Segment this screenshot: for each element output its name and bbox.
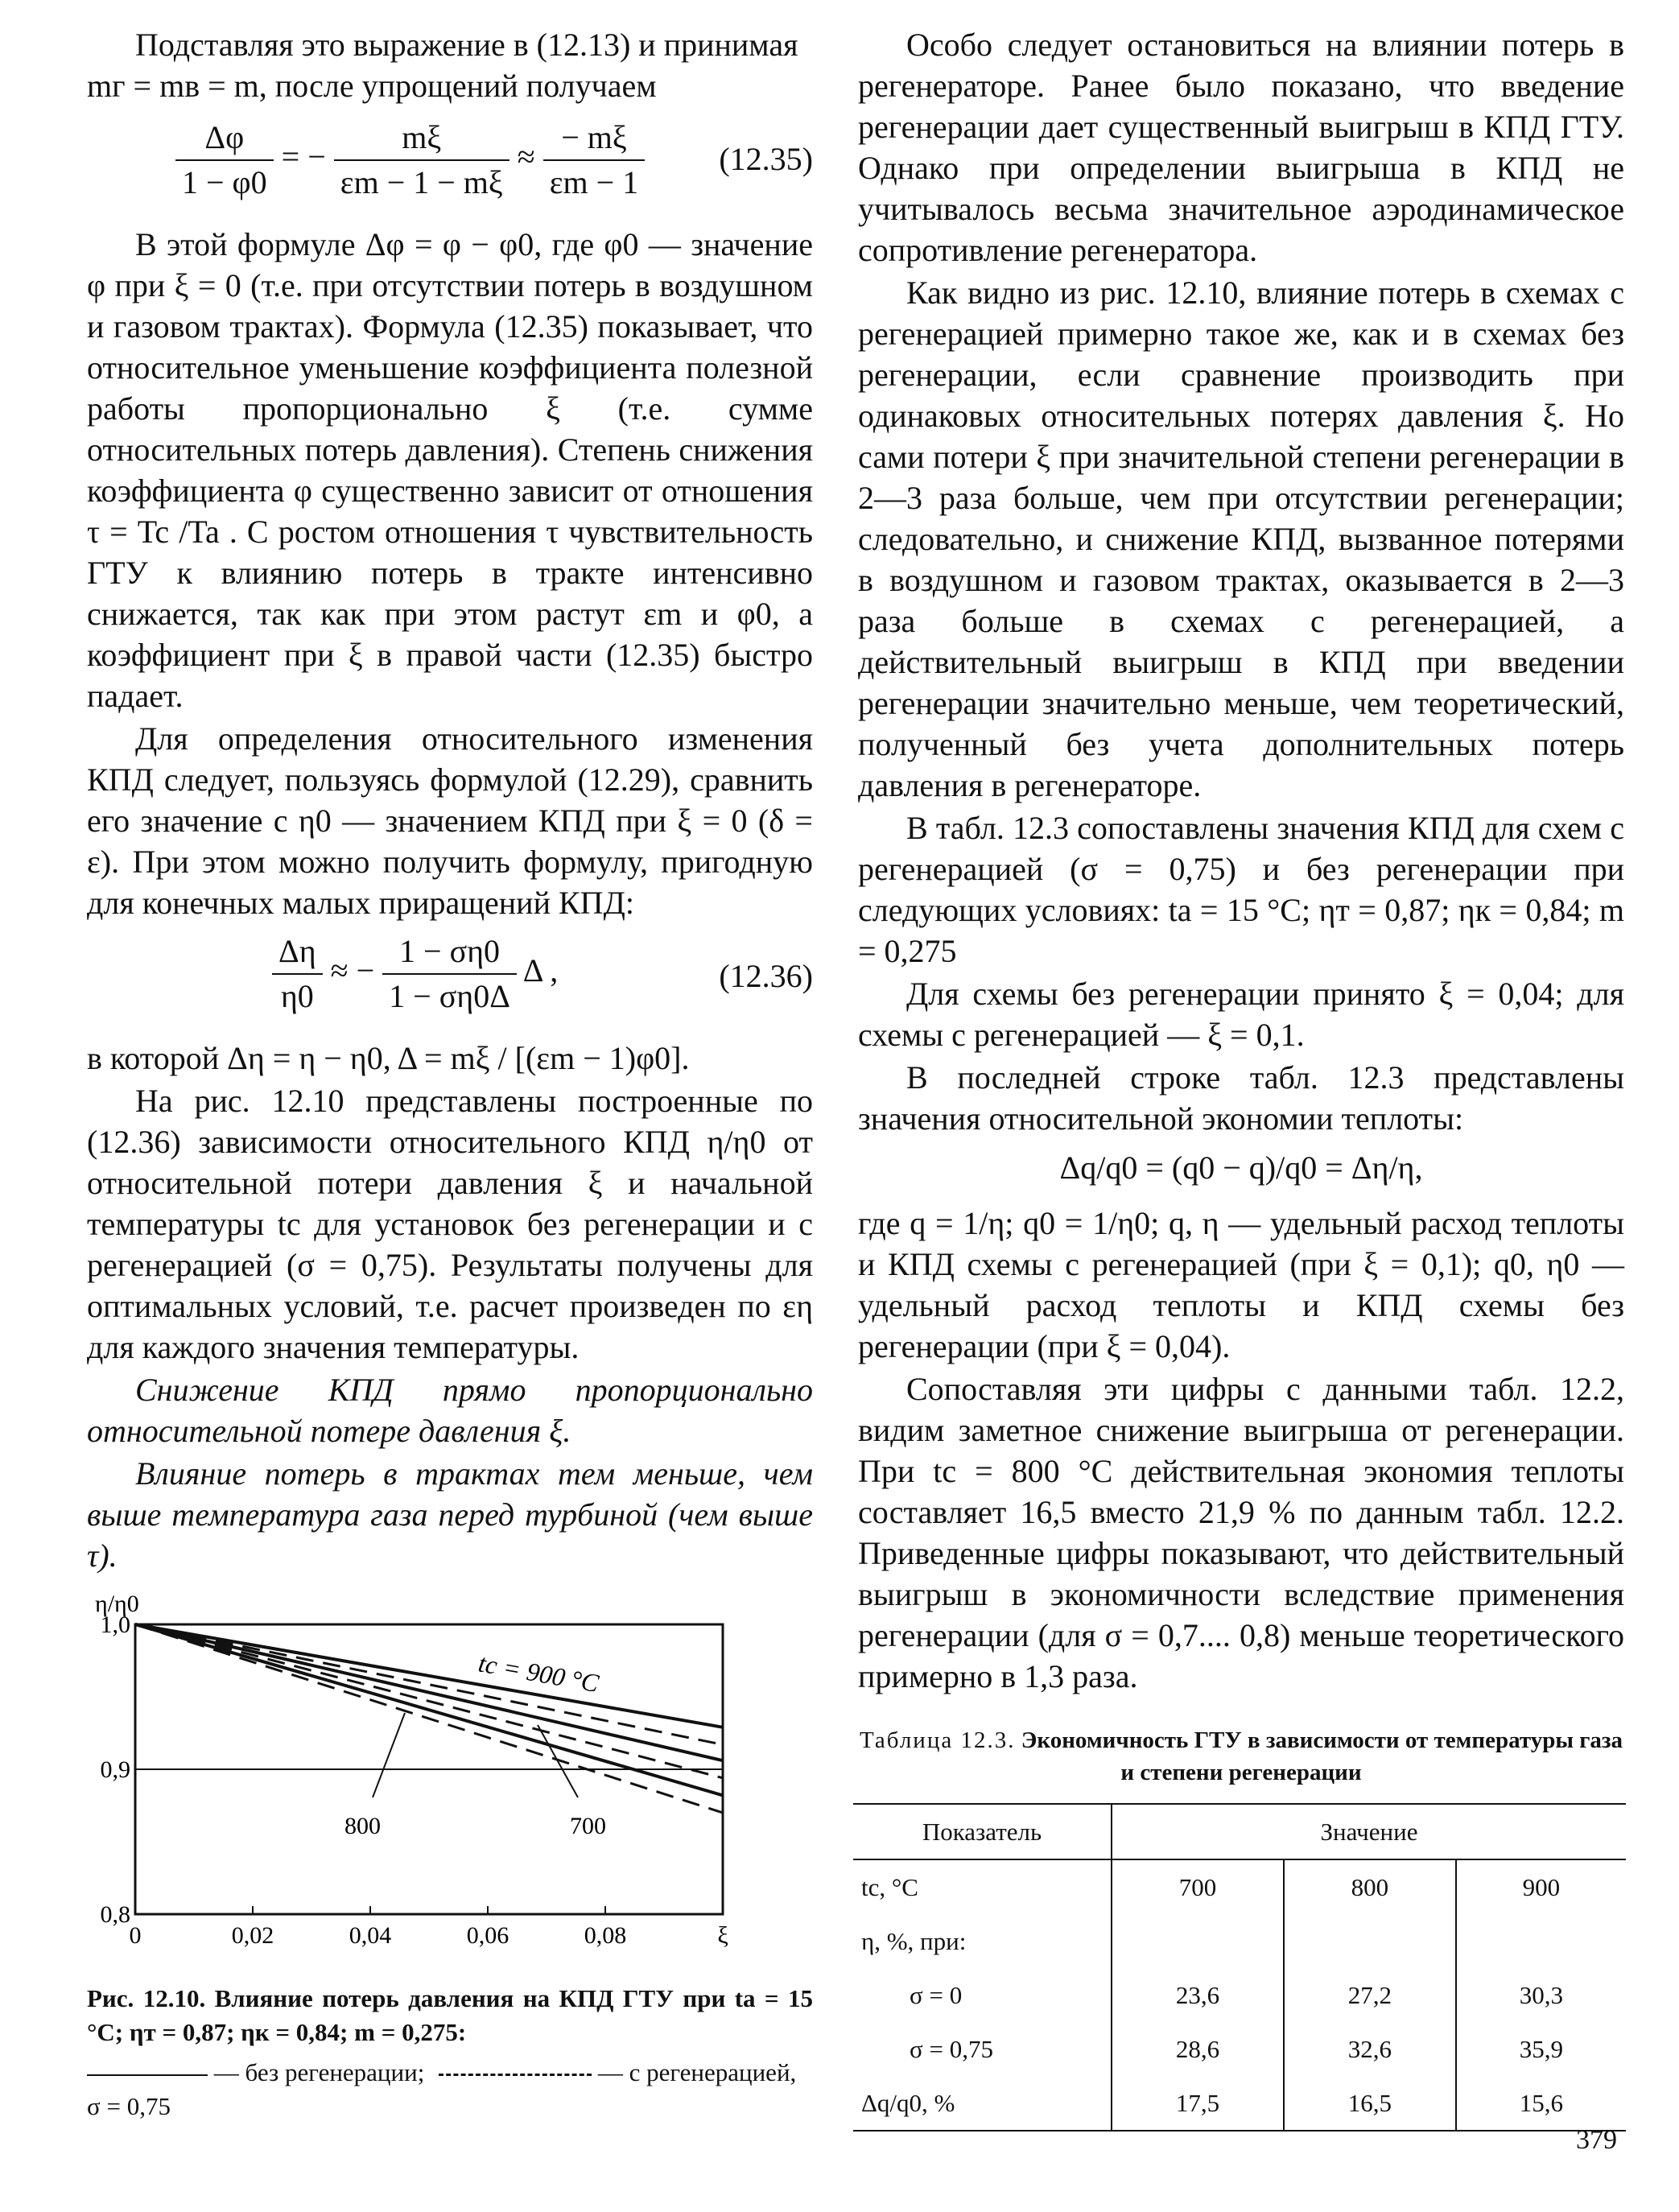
x-tick-label: 0,04 [349, 1922, 392, 1949]
legend-solid-line [87, 2074, 208, 2076]
x-tick-label: 0 [129, 1922, 142, 1949]
numerator: Δφ [175, 119, 274, 161]
paragraph: Подставляя это выражение в (12.13) и принимая [135, 27, 798, 63]
table-cell [1112, 1914, 1284, 1968]
x-tick-label: 0,02 [231, 1922, 274, 1949]
y-tick-label: 0,9 [100, 1756, 130, 1783]
operator: ≈ − [330, 952, 375, 989]
paragraph: где q = 1/η; q0 = 1/η0; q, η — удельный расход теплоты и КПД схемы с регенерацией (при ξ = 0,1); q0, η0 — удельный расход теплоты и КПД схемы без регенерации (при ξ = 0,04). [858, 1205, 1624, 1364]
table-body [853, 1859, 1626, 2131]
x-tick-label: 0,06 [466, 1922, 509, 1949]
paragraph: Сопоставляя эти цифры с данными табл. 12.2, видим заметное снижение выигрыша от регенерации. При tc = 800 °C действительная экономия теплоты составляет 16,5 вместо 21,9 % по данным табл. 12.2. Приведенные цифры показывают, что действительный выигрыш в экономичности вследствие применения регенерации (для σ = 0,7.... 0,8) меньше теоретического примерно в 1,3 раза. [858, 1371, 1624, 1694]
denominator: η0 [280, 978, 314, 1014]
legend-solid-label: — без регенерации; [213, 2058, 425, 2086]
leader-700 [538, 1725, 578, 1797]
paragraph: Для схемы без регенерации принято ξ = 0,04; для схемы с регенерацией — ξ = 0,1. [858, 976, 1624, 1053]
paragraph-italic: Снижение КПД прямо пропорционально относительной потере давления ξ. [87, 1372, 813, 1449]
table-cell: 16,5 [1284, 2076, 1456, 2131]
table-cell: 32,6 [1284, 2022, 1456, 2076]
figure-12-10 [87, 1592, 819, 1971]
annotation-800: 800 [344, 1813, 381, 1839]
annotation-700: 700 [570, 1813, 606, 1839]
right-column [858, 24, 1624, 2132]
table-cell: 15,6 [1519, 2089, 1564, 2117]
series-line [135, 1624, 723, 1727]
x-tick-label: 0,08 [584, 1922, 627, 1949]
denominator: εm − 1 [549, 164, 639, 200]
chart-series [135, 1624, 723, 1813]
denominator: 1 − ση0Δ [389, 978, 510, 1014]
fraction [272, 933, 323, 1015]
formula-heat-saving: Δq/q0 = (q0 − q)/q0 = Δη/η, [1059, 1149, 1423, 1186]
table-row [853, 2076, 1626, 2131]
table-row [853, 2022, 1626, 2076]
numerator: Δη [272, 933, 323, 975]
paragraph: Как видно из рис. 12.10, влияние потерь в схемах с регенерацией примерно такое же, как и в схемах без регенерации, если сравнение производить при одинаковых относительных потерях давления ξ. Но сами потери ξ при значительной степени регенерации в 2—3 раза больше, чем при отсутствии регенерации; следовательно, и снижение КПД, вызванное потерями в воздушном и газовом трактах, оказывается в 2—3 раза больше в схемах с регенерацией, а действительный выигрыш в КПД при введении регенерации значительно меньше, чем теоретический, полученный без учета дополнительных потерь давления в регенераторе. [858, 274, 1624, 803]
paragraph: Для определения относительного изменения КПД следует, пользуясь формулой (12.29), сравнить его значение с η0 — значением КПД при ξ = 0 (δ = ε). При этом можно получить формулу, пригодную для конечных малых приращений КПД: [87, 720, 813, 921]
table-row-label: Δq/q0, % [853, 2076, 1112, 2131]
table-row-label: σ = 0 [853, 1968, 1112, 2022]
table-row [853, 1968, 1626, 2022]
equation-number: (12.36) [719, 958, 813, 994]
fraction [175, 119, 274, 201]
table-cell: 23,6 [1112, 1968, 1284, 2022]
series-line [135, 1624, 723, 1760]
annotation-900: tc = 900 °C [476, 1648, 601, 1698]
data-table [853, 1803, 1626, 2132]
paragraph: На рис. 12.10 представлены построенные по (12.36) зависимости относительного КПД η/η0 от относительной потери давления ξ и начальной температуры tc для установок без регенерации и с регенерацией (σ = 0,75). Результаты получены для оптимальных условий, т.е. расчет произведен по εη для каждого значения температуры. [87, 1083, 813, 1365]
leader-800 [373, 1713, 405, 1797]
table-cell [1284, 1914, 1456, 1968]
numerator: mξ [334, 119, 509, 161]
operator: Δ , [522, 952, 559, 989]
figure-caption [87, 1982, 813, 2123]
table-caption-lead: Таблица 12.3. [859, 1727, 1016, 1753]
table-row-label: tc, °C [853, 1859, 1112, 1914]
x-tick-label: ξ [717, 1922, 728, 1949]
paragraph-italic: Влияние потерь в трактах тем меньше, чем выше температура газа перед турбиной (чем выше τ). [87, 1455, 813, 1574]
fraction [382, 933, 517, 1015]
legend-dashed-line [439, 2074, 592, 2076]
denominator: εm − 1 − mξ [340, 164, 503, 200]
table-cell: 900 [1522, 1873, 1561, 1901]
paragraph: В табл. 12.3 сопоставлены значения КПД для схем с регенерацией (σ = 0,75) и без регенерации при следующих условиях: ta = 15 °C; ηт = 0,87; ηк = 0,84; m = 0,275 [858, 810, 1624, 969]
series-line [135, 1624, 723, 1778]
table-caption [858, 1724, 1624, 1789]
equation-number: (12.35) [719, 141, 813, 177]
table-cell: 28,6 [1112, 2022, 1284, 2076]
operator: = − [281, 138, 326, 175]
legend-sigma: σ = 0,75 [87, 2092, 171, 2120]
y-tick-label: 1,0 [100, 1612, 130, 1638]
formula-12-36 [87, 925, 813, 1038]
table-cell: 27,2 [1284, 1968, 1456, 2022]
table-cell: 30,3 [1519, 1981, 1564, 2009]
left-column [87, 24, 813, 2123]
fraction [543, 119, 645, 201]
table-cell: 35,9 [1519, 2035, 1564, 2063]
paragraph: в которой Δη = η − η0, Δ = mξ / [(εm − 1)φ0]. [87, 1040, 690, 1076]
caption-title: Рис. 12.10. Влияние потерь давления на КПД ГТУ при ta = 15 °C; ηт = 0,87; ηк = 0,84; m = 0,275: [87, 1984, 813, 2046]
table-row [853, 1859, 1626, 1914]
paragraph: В этой формуле Δφ = φ − φ0, где φ0 — значение φ при ξ = 0 (т.е. при отсутствии потерь в воздушном и газовом трактах). Формула (12.35) показывает, что относительное уменьшение коэффициента полезной работы пропорционально ξ (т.е. сумме относительных потерь давления). Степень снижения коэффициента φ существенно зависит от отношения τ = Tc /Ta . С ростом отношения τ чувствительность ГТУ к влиянию потерь в тракте интенсивно снижается, так как при этом растут εm и φ0, а коэффициент при ξ в правой части (12.35) быстро падает. [87, 226, 813, 714]
paragraph: mг = mв = m, после упрощений получаем [87, 68, 657, 104]
series-line [135, 1624, 723, 1813]
table-header-indicator: Показатель [853, 1804, 1112, 1859]
table-caption-title: Экономичность ГТУ в зависимости от температуры газа и степени регенерации [1021, 1727, 1623, 1785]
operator: ≈ [517, 138, 535, 175]
table-row-label: σ = 0,75 [853, 2022, 1112, 2076]
paragraph: Особо следует остановиться на влиянии потерь в регенераторе. Ранее было показано, что введение регенерации дает существенный выигрыш в КПД ГТУ. Однако при определении выигрыша в КПД не учитывалось весьма значительное аэродинамическое сопротивление регенератора. [858, 27, 1624, 268]
y-axis-label: η/η0 [95, 1592, 139, 1617]
paragraph: В последней строке табл. 12.3 представлены значения относительной экономии теплоты: [858, 1059, 1624, 1137]
fraction [334, 119, 509, 201]
y-tick-label: 0,8 [100, 1901, 130, 1928]
legend-dashed-label: — с регенерацией, [597, 2058, 797, 2086]
table-cell [1456, 1914, 1626, 1968]
denominator: 1 − φ0 [182, 164, 267, 200]
series-line [135, 1624, 723, 1744]
table-header-value: Значение [1320, 1818, 1418, 1846]
table-cell: 800 [1284, 1859, 1456, 1914]
numerator: − mξ [543, 119, 645, 161]
table-cell: 17,5 [1112, 2076, 1284, 2131]
formula-12-35 [87, 108, 813, 224]
numerator: 1 − ση0 [382, 933, 517, 975]
table-row [853, 1914, 1626, 1968]
page-number: 379 [1576, 2125, 1617, 2155]
table-cell: 700 [1112, 1859, 1284, 1914]
chart-svg [87, 1592, 819, 1971]
table-row-label: η, %, при: [853, 1914, 1112, 1968]
